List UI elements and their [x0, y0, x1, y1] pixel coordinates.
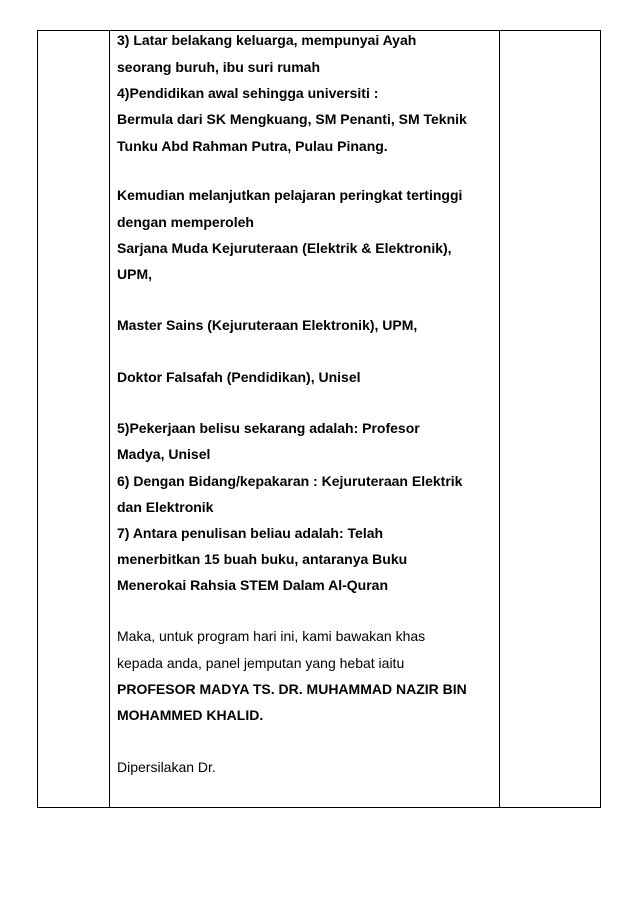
text-line: 7) Antara penulisan beliau adalah: Telah [117, 525, 384, 541]
text-line: Kemudian melanjutkan pelajaran peringkat tertinggi [117, 187, 463, 203]
text-line: Tunku Abd Rahman Putra, Pulau Pinang. [117, 138, 388, 154]
text-line: Madya, Unisel [117, 446, 211, 462]
text-line: UPM, [117, 266, 152, 282]
text-line: 3) Latar belakang keluarga, mempunyai Ayah [117, 32, 417, 48]
text-line: 5)Pekerjaan belisu sekarang adalah: Profesor [117, 420, 420, 436]
text-line: Maka, untuk program hari ini, kami bawakan khas [117, 628, 426, 644]
right-column-divider [499, 31, 500, 807]
text-line: Doktor Falsafah (Pendidikan), Unisel [117, 369, 361, 385]
document-table [37, 30, 601, 808]
text-line: menerbitkan 15 buah buku, antaranya Buku [117, 551, 408, 567]
text-line: Master Sains (Kejuruteraan Elektronik), UPM, [117, 317, 418, 333]
text-line: 4)Pendidikan awal sehingga universiti : [117, 85, 379, 101]
text-line: PROFESOR MADYA TS. DR. MUHAMMAD NAZIR BIN [117, 681, 467, 697]
text-line: 6) Dengan Bidang/kepakaran : Kejuruteraan Elektrik [117, 473, 463, 489]
text-line: Dipersilakan Dr. [117, 759, 216, 775]
text-line: seorang buruh, ibu suri rumah [117, 59, 321, 75]
text-line: dengan memperoleh [117, 214, 254, 230]
text-line: MOHAMMED KHALID. [117, 707, 264, 723]
left-column-divider [109, 31, 110, 807]
text-line: dan Elektronik [117, 499, 214, 515]
text-line: Menerokai Rahsia STEM Dalam Al-Quran [117, 577, 388, 593]
text-line: kepada anda, panel jemputan yang hebat iaitu [117, 655, 405, 671]
text-line: Bermula dari SK Mengkuang, SM Penanti, SM Teknik [117, 111, 467, 127]
text-line: Sarjana Muda Kejuruteraan (Elektrik & Elektronik), [117, 240, 452, 256]
